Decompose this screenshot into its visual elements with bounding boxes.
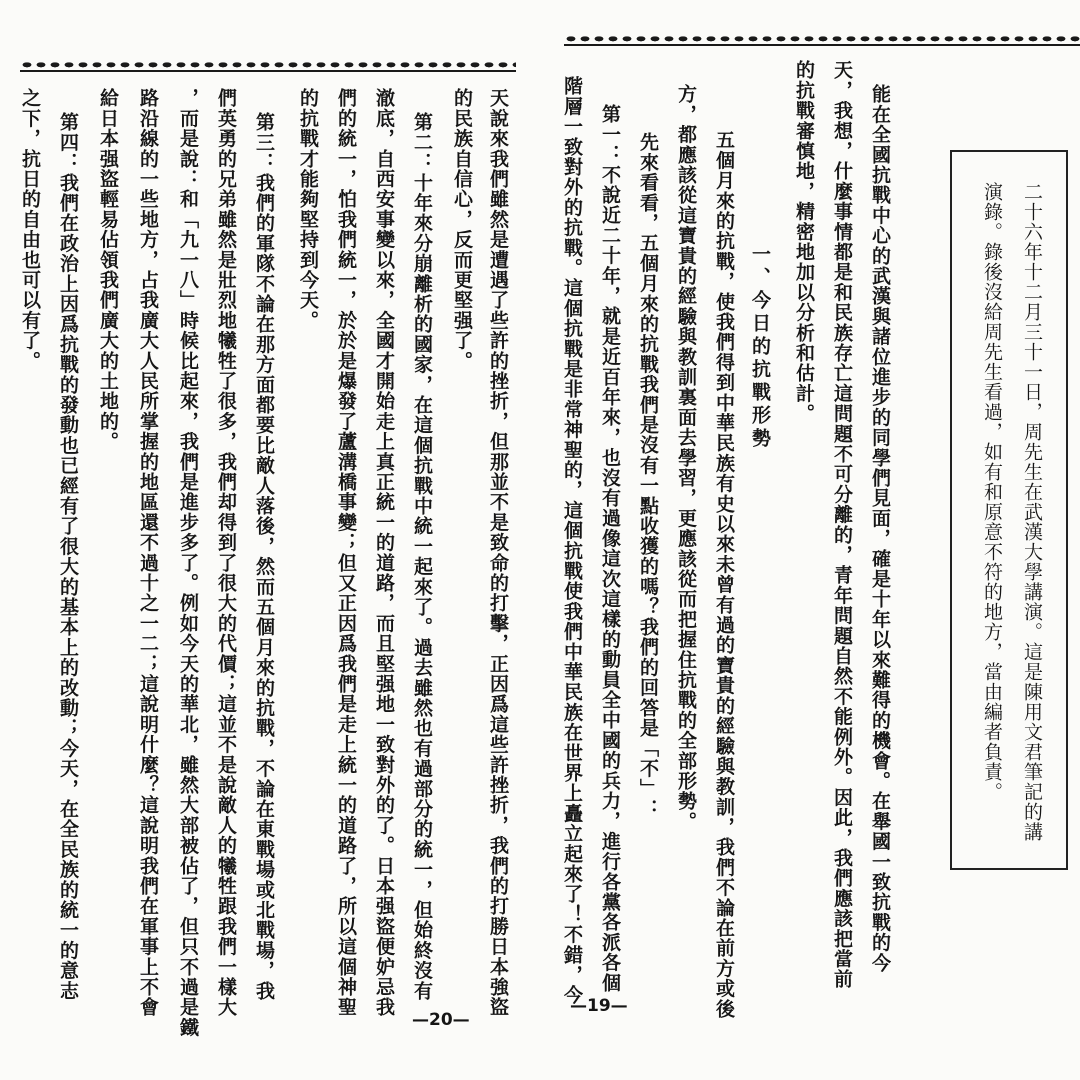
editor-note-box [950,150,1068,870]
decorative-border-ornament [20,56,516,72]
text-column: 的民族自信心，反而更堅强了。 [451,88,473,371]
editor-note-line: 二十六年十二月三十一日，周先生在武漢大學講演。這是陳用文君筆記的講 [1021,182,1043,842]
text-column: 第一：不說近二十年，就是近百年來，也沒有過像這次這樣的動員全中國的兵力，進行各黨各派各個 [599,104,621,993]
text-column: 第三：我們的軍隊不論在那方面都要比敵人落後，然而五個月來的抗戰，不論在東戰場或北戰場，我 [253,112,275,1001]
text-column: 五個月來的抗戰，使我們得到中華民族有史以來未曾有過的寶貴的經驗與教訓，我們不論在前方或後 [713,130,735,1019]
section-heading: 一、今日的抗戰形勢 [749,244,771,451]
text-column: 澈底，自西安事變以來，全國才開始走上真正統一的道路，而且堅强地一致對外的了。日本强盜便妒忌我 [373,88,395,1018]
text-column: 方，都應該從這寶貴的經驗與教訓裏面去學習，更應該從而把握住抗戰的全部形勢。 [675,84,697,832]
text-column: 能在全國抗戰中心的武漢與諸位進步的同學們見面，確是十年以來難得的機會。在舉國一致抗戰的今 [869,84,891,973]
page-number: —19— [570,996,628,1016]
page-number: —20— [412,1010,470,1030]
right-page [540,0,1080,1080]
editor-note-line: 演錄。錄後沒給周先生看過，如有和原意不符的地方，當由編者負責。 [981,182,1003,802]
text-column: 第二：十年來分崩離析的國家，在這個抗戰中統一起來了。過去雖然也有過部分的統一，但始終沒有 [411,112,433,1001]
text-column: 天，我想，什麼事情都是和民族存亡這問題不可分離的，青年問題自然不能例外。因此，我們應該把當前 [831,60,853,990]
text-column: 們的統一，怕我們統一，於於是爆發了蘆溝橋事變；但又正因爲我們是走上統一的道路了，所以這個神聖 [335,88,357,1018]
text-column: 的抗戰才能夠堅持到今天。 [297,88,319,331]
text-column: 階層一致對外的抗戰。這個抗戰是非常神聖的，這個抗戰使我們中華民族在世界上矗立起來了！不錯，今 [561,76,583,1006]
text-column: 的抗戰審慎地，精密地加以分析和估計。 [793,60,815,424]
text-column: 之下，抗日的自由也可以有了。 [19,88,41,371]
text-column: 天說來我們雖然是遭遇了些許的挫折，但那並不是致命的打擊，正因爲這些許挫折，我們的打勝日本強盜 [487,88,509,1018]
text-column: 第四：我們在政治上因爲抗戰的發動也已經有了很大的基本上的改動；今天，在全民族的統一的意志 [57,112,79,1001]
text-column: 路沿線的一些地方，占我廣大人民所掌握的地區還不過十之一二；這說明什麼？這說明我們在軍事上不會 [137,88,159,1018]
text-column: 們英勇的兄弟雖然是壯烈地犧牲了很多，我們却得到了很大的代價；這並不是說敵人的犧牲跟我們一樣大 [215,88,237,1018]
text-column: ，而是說：和「九一八」時候比起來，我們是進步多了。例如今天的華北，雖然大部被佔了，但只不過是鐵 [177,88,199,1038]
text-column: 先來看看，五個月來的抗戰我們是沒有一點收獲的嗎？我們的回答是「不」： [637,132,659,819]
decorative-border-ornament [564,30,1080,46]
text-column: 給日本强盜輕易佔領我們廣大的土地的。 [97,88,119,452]
